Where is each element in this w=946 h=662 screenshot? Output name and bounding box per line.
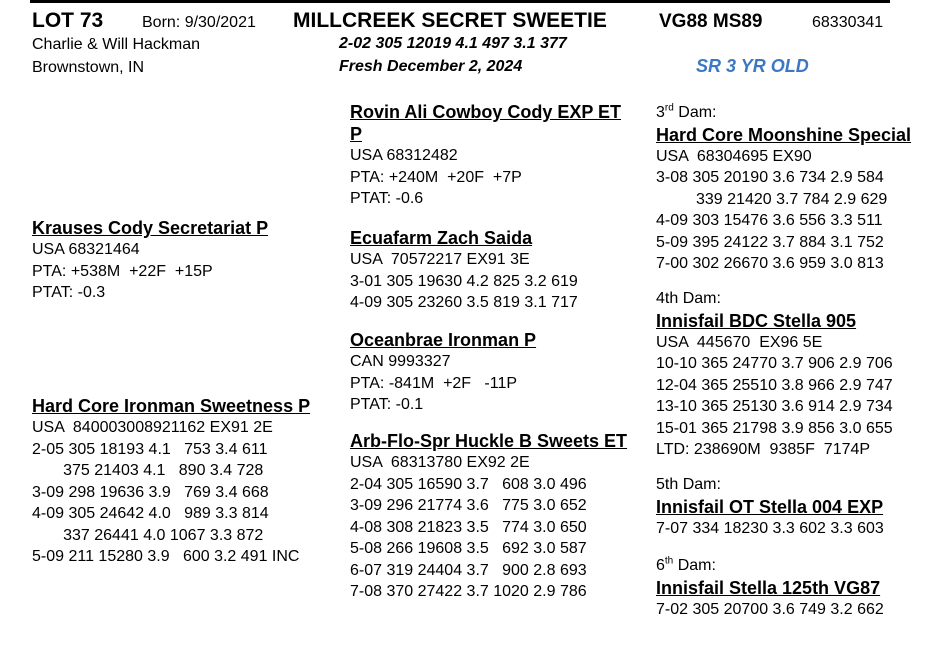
paternal-granddam-line: USA 70572217 EX91 3E: [350, 251, 530, 268]
maternal-granddam-line: 7-08 370 27422 3.7 1020 2.9 786: [350, 583, 587, 600]
dam-line: 3-09 298 19636 3.9 769 3.4 668: [32, 483, 269, 501]
sixth-dam-label: 6th Dam:: [656, 555, 716, 574]
fourth-dam-line: 12-04 365 25510 3.8 966 2.9 747: [656, 376, 893, 394]
location: Brownstown, IN: [32, 59, 145, 76]
maternal-granddam-line: 2-04 305 16590 3.7 608 3.0 496: [350, 475, 587, 493]
fifth-dam-block: [656, 474, 944, 539]
maternal-grandsire-block: [350, 329, 635, 416]
sixth-dam-line: 7-02 305 20700 3.6 749 3.2 662: [656, 600, 884, 618]
animal-name: MILLCREEK SECRET SWEETIE: [293, 9, 607, 32]
paternal-grandsire-line: USA 68312482: [350, 147, 458, 164]
third-dam-block: [656, 102, 944, 275]
fourth-dam-line: 15-01 365 21798 3.9 856 3.0 655: [656, 419, 893, 437]
born-date: Born: 9/30/2021: [142, 14, 256, 31]
dam-block: [32, 395, 352, 568]
fourth-dam-line: USA 445670 EX96 5E: [656, 333, 823, 351]
maternal-granddam-name: Arb-Flo-Spr Huckle B Sweets ET: [350, 431, 628, 451]
lot-number: LOT 73: [32, 9, 104, 32]
paternal-grandsire-line: PTA: +240M +20F +7P: [350, 168, 522, 186]
maternal-grandsire-name: Oceanbrae Ironman P: [350, 330, 537, 350]
third-dam-line: USA 68304695 EX90: [656, 147, 812, 165]
paternal-granddam-name: Ecuafarm Zach Saida: [350, 228, 533, 248]
lactation-record: 2-02 305 12019 4.1 497 3.1 377: [339, 35, 567, 52]
fourth-dam-name: Innisfail BDC Stella 905: [656, 310, 857, 331]
maternal-granddam-line: 4-08 308 21823 3.5 774 3.0 650: [350, 518, 587, 536]
sire-line: PTA: +538M +22F +15P: [32, 262, 213, 280]
sire-line: PTAT: -0.3: [32, 284, 106, 301]
maternal-grandsire-line: PTA: -841M +2F -11P: [350, 374, 518, 392]
maternal-granddam-line: 6-07 319 24404 3.7 900 2.8 693: [350, 561, 587, 579]
sixth-dam-name: Innisfail Stella 125th VG87: [656, 577, 881, 598]
fresh-date: Fresh December 2, 2024: [339, 58, 523, 75]
third-dam-line: 339 21420 3.7 784 2.9 629: [656, 190, 888, 208]
top-rule: [30, 0, 890, 6]
third-dam-line: 3-08 305 20190 3.6 734 2.9 584: [656, 169, 884, 186]
maternal-grandsire-line: CAN 9993327: [350, 353, 451, 370]
fifth-dam-label: 5th Dam:: [656, 476, 721, 493]
fourth-dam-line: 10-10 365 24770 3.7 906 2.9 706: [656, 355, 893, 372]
paternal-grandsire-line: PTAT: -0.6: [350, 190, 424, 207]
dam-name: Hard Core Ironman Sweetness P: [32, 396, 311, 416]
sire-block: [32, 217, 332, 304]
fourth-dam-block: [656, 288, 944, 461]
third-dam-name: Hard Core Moonshine Special: [656, 124, 912, 145]
sixth-dam-block: [656, 555, 944, 620]
maternal-granddam-line: USA 68313780 EX92 2E: [350, 454, 530, 471]
maternal-grandsire-line: PTAT: -0.1: [350, 396, 424, 413]
sire-name: Krauses Cody Secretariat P: [32, 218, 269, 238]
fourth-dam-label: 4th Dam:: [656, 290, 721, 307]
third-dam-line: 4-09 303 15476 3.6 556 3.3 511: [656, 212, 883, 229]
fifth-dam-line: 7-07 334 18230 3.3 602 3.3 603: [656, 519, 884, 537]
dam-line: 375 21403 4.1 890 3.4 728: [32, 462, 264, 479]
third-dam-line: 5-09 395 24122 3.7 884 3.1 752: [656, 233, 884, 251]
paternal-granddam-line: 3-01 305 19630 4.2 825 3.2 619: [350, 272, 578, 290]
dam-line: 337 26441 4.0 1067 3.3 872: [32, 526, 264, 544]
third-dam-line: 7-00 302 26670 3.6 959 3.0 813: [656, 255, 884, 272]
dam-line: 2-05 305 18193 4.1 753 3.4 611: [32, 440, 268, 458]
owners: Charlie & Will Hackman: [32, 36, 201, 53]
dam-line: 4-09 305 24642 4.0 989 3.3 814: [32, 505, 269, 522]
third-dam-label: 3rd Dam:: [656, 102, 717, 121]
age-class: SR 3 YR OLD: [696, 56, 809, 76]
paternal-granddam-block: [350, 227, 635, 314]
fourth-dam-line: LTD: 238690M 9385F 7174P: [656, 441, 871, 458]
maternal-granddam-block: [350, 430, 635, 603]
fifth-dam-name: Innisfail OT Stella 004 EXP: [656, 496, 884, 517]
paternal-granddam-line: 4-09 305 23260 3.5 819 3.1 717: [350, 294, 578, 311]
reg-number: 68330341: [812, 14, 884, 31]
fourth-dam-line: 13-10 365 25130 3.6 914 2.9 734: [656, 398, 893, 415]
paternal-grandsire-block: [350, 101, 635, 210]
dam-line: 5-09 211 15280 3.9 600 3.2 491 INC: [32, 548, 300, 565]
dam-line: USA 840003008921162 EX91 2E: [32, 419, 273, 436]
maternal-granddam-line: 3-09 296 21774 3.6 775 3.0 652: [350, 497, 587, 514]
maternal-granddam-line: 5-08 266 19608 3.5 692 3.0 587: [350, 540, 587, 557]
sire-line: USA 68321464: [32, 241, 140, 258]
paternal-grandsire-name: Rovin Ali Cowboy Cody EXP ET P: [350, 102, 622, 144]
classification: VG88 MS89: [659, 11, 763, 32]
